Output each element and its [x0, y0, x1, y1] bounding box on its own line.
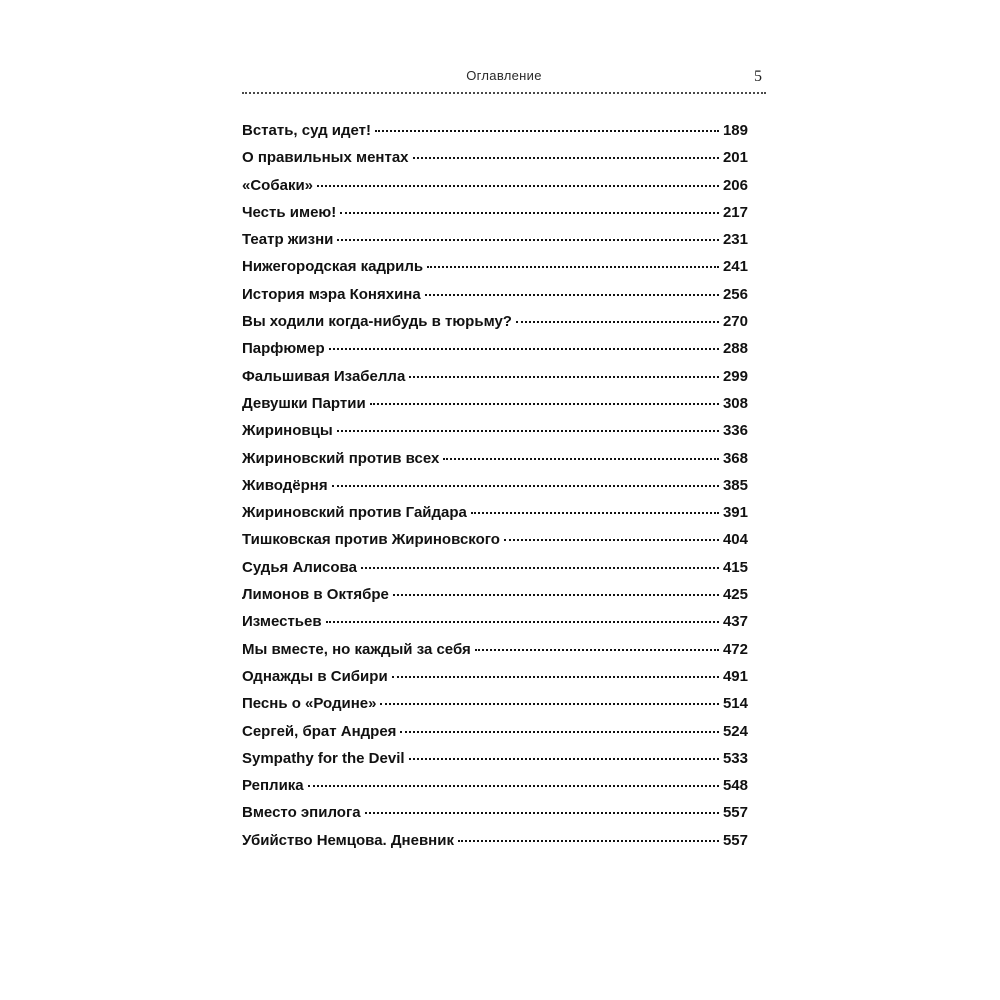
toc-entry-page: 270 — [722, 313, 748, 331]
toc-entry-page: 206 — [722, 176, 748, 194]
toc-entry-page: 514 — [722, 695, 748, 713]
dot-leader — [400, 731, 719, 733]
dot-leader — [425, 294, 719, 296]
toc-entry-page: 437 — [722, 613, 748, 631]
toc-entry-title: Девушки Партии — [242, 394, 366, 412]
toc-entry — [242, 641, 748, 668]
toc-entry-title: Реплика — [242, 777, 304, 795]
toc-entry-page: 472 — [722, 640, 748, 658]
toc-entry-page: 425 — [722, 586, 748, 604]
toc-entry-title: Жириновский против Гайдара — [242, 504, 467, 522]
toc-entry — [242, 340, 748, 367]
toc-entry — [242, 668, 748, 695]
toc-entry — [242, 422, 748, 449]
toc-entry-page: 415 — [722, 558, 748, 576]
toc-entry — [242, 450, 748, 477]
toc-entry-title: Жириновский против всех — [242, 449, 440, 467]
toc-entry — [242, 477, 748, 504]
toc-entry — [242, 531, 748, 558]
dot-leader — [308, 785, 719, 787]
toc-entry — [242, 258, 748, 285]
toc-entry-title: Мы вместе, но каждый за себя — [242, 640, 471, 658]
toc-entry-page: 557 — [722, 804, 748, 822]
toc-entry — [242, 177, 748, 204]
toc-entry — [242, 723, 748, 750]
toc-entry — [242, 504, 748, 531]
dot-leader — [329, 348, 719, 350]
toc-entry-page: 217 — [722, 203, 748, 221]
toc-entry — [242, 286, 748, 313]
dot-leader — [340, 212, 719, 214]
toc-entry — [242, 395, 748, 422]
dot-leader — [370, 403, 719, 405]
toc-entry-title: Тишковская против Жириновского — [242, 531, 500, 549]
toc-entry-page: 557 — [722, 831, 748, 849]
toc-entry — [242, 750, 748, 777]
dot-leader — [413, 157, 719, 159]
toc-entry-title: Фальшивая Изабелла — [242, 367, 406, 385]
toc-entry-page: 241 — [722, 258, 748, 276]
toc-entry-title: Убийство Немцова. Дневник — [242, 831, 454, 849]
toc-entry-title: Судья Алисова — [242, 558, 357, 576]
dot-leader — [458, 840, 719, 842]
toc-entry-page: 404 — [722, 531, 748, 549]
toc-entry — [242, 204, 748, 231]
toc-entry — [242, 804, 748, 831]
toc-entry-page: 201 — [722, 149, 748, 167]
dot-leader — [317, 185, 719, 187]
toc-entry-page: 391 — [722, 504, 748, 522]
toc-entry-page: 524 — [722, 722, 748, 740]
toc-entry-title: Жириновцы — [242, 422, 333, 440]
dot-leader — [393, 594, 719, 596]
dot-leader — [409, 376, 719, 378]
dot-leader — [516, 321, 719, 323]
toc-entry — [242, 559, 748, 586]
toc-entry-page: 299 — [722, 367, 748, 385]
dot-leader — [475, 649, 719, 651]
toc-entry-page: 231 — [722, 231, 748, 249]
toc-entry-page: 548 — [722, 777, 748, 795]
dot-leader — [380, 703, 718, 705]
toc-entry — [242, 149, 748, 176]
toc-entry-page: 308 — [722, 394, 748, 412]
toc-entry — [242, 122, 748, 149]
toc-entry — [242, 832, 748, 859]
toc-entry-page: 336 — [722, 422, 748, 440]
toc-entry — [242, 613, 748, 640]
dot-leader — [337, 239, 719, 241]
toc-entry-title: Театр жизни — [242, 231, 334, 249]
dot-leader — [427, 266, 719, 268]
toc-entry-page: 491 — [722, 667, 748, 685]
toc-entry — [242, 586, 748, 613]
dot-leader — [337, 430, 719, 432]
toc-entry-title: Вы ходили когда-нибудь в тюрьму? — [242, 313, 512, 331]
dot-leader — [332, 485, 719, 487]
toc-entry — [242, 368, 748, 395]
toc-entry-title: О правильных ментах — [242, 149, 409, 167]
dot-leader — [326, 621, 719, 623]
toc-entry-title: Живодёрня — [242, 476, 328, 494]
toc-entry-page: 189 — [722, 122, 748, 139]
toc-entry — [242, 777, 748, 804]
dot-leader — [504, 539, 719, 541]
page-number: 5 — [754, 68, 762, 85]
dot-leader — [471, 512, 719, 514]
dot-leader — [443, 458, 719, 460]
toc-entry-page: 385 — [722, 476, 748, 494]
dot-leader — [361, 567, 719, 569]
toc-entry-page: 533 — [722, 749, 748, 767]
running-header — [242, 62, 766, 94]
toc-entry-page: 256 — [722, 285, 748, 303]
toc-entry — [242, 231, 748, 258]
toc-entry-title: Парфюмер — [242, 340, 325, 358]
dot-leader — [365, 812, 719, 814]
toc-entry-title: Sympathy for the Devil — [242, 749, 405, 767]
toc-entry-page: 368 — [722, 449, 748, 467]
dot-leader — [375, 130, 719, 132]
toc-entry-title: Сергей, брат Андрея — [242, 722, 397, 740]
toc-entry-title: Однажды в Сибири — [242, 667, 388, 685]
toc-entry-title: Нижегородская кадриль — [242, 258, 424, 276]
toc-entry-title: Лимонов в Октябре — [242, 586, 389, 604]
dot-leader — [409, 758, 719, 760]
toc-entry-title: Песнь о «Родине» — [242, 695, 377, 713]
toc-entry-title: «Собаки» — [242, 176, 314, 194]
toc-entry-title: Изместьев — [242, 613, 322, 631]
dot-leader — [392, 676, 719, 678]
toc-entry-title: Честь имею! — [242, 203, 337, 221]
toc-entry — [242, 313, 748, 340]
toc-entry-title: Встать, суд идет! — [242, 122, 371, 139]
toc-entry-title: История мэра Коняхина — [242, 285, 421, 303]
toc-entry — [242, 695, 748, 722]
toc-entry-page: 288 — [722, 340, 748, 358]
running-title: Оглавление — [466, 68, 542, 83]
table-of-contents — [242, 122, 748, 859]
toc-entry-title: Вместо эпилога — [242, 804, 361, 822]
